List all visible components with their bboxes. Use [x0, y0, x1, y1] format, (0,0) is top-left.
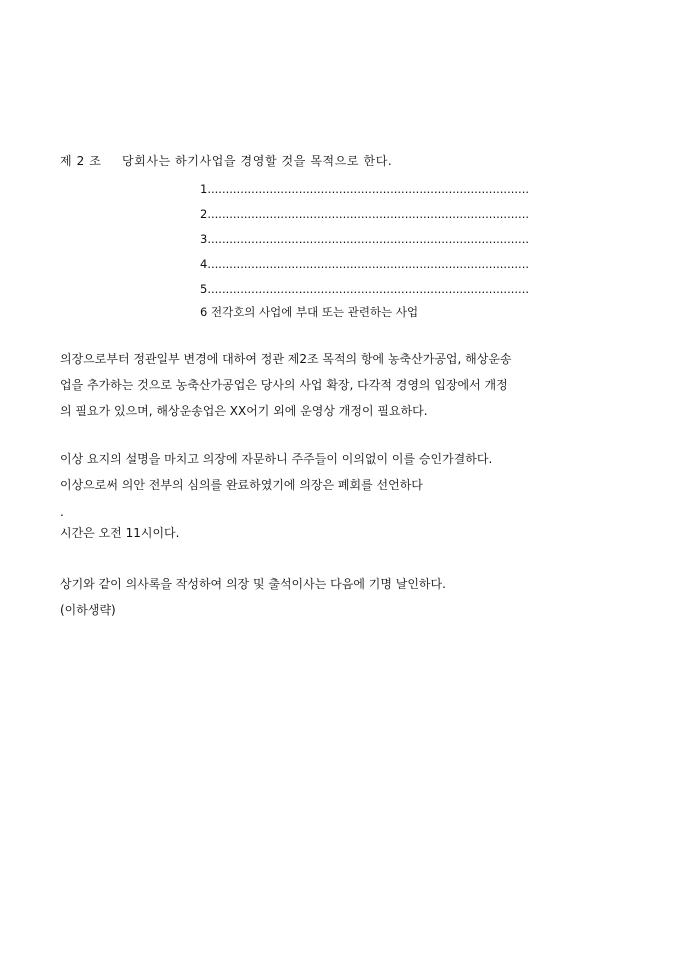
article-label: 제 2 조 — [60, 154, 102, 168]
purpose-item-4: 4........................................................................................ — [200, 257, 530, 271]
time-paragraph — [60, 520, 636, 546]
paragraph-line: 이상 요지의 설명을 마치고 의장에 자문하니 주주들이 이의없이 이를 승인가결하다. — [60, 452, 493, 466]
amendment-paragraph — [60, 346, 636, 424]
stray-dot: . — [60, 505, 64, 519]
paragraph-line: 의 필요가 있으며, 해상운송업은 XX어기 외에 운영상 개정이 필요하다. — [60, 404, 428, 418]
time-line: 시간은 오전 11시이다. — [60, 526, 180, 540]
purpose-item-1: 1........................................................................................ — [200, 182, 530, 196]
omitted-note: (이하생략) — [60, 603, 116, 617]
paragraph-line: 이상으로써 의안 전부의 심의를 완료하였기에 의장은 폐회를 선언하다 — [60, 478, 423, 492]
purpose-item-2: 2........................................................................................ — [200, 207, 530, 221]
purpose-item-6: 6 전각호의 사업에 부대 또는 관련하는 사업 — [200, 305, 419, 319]
purpose-item-5: 5........................................................................................ — [200, 282, 530, 296]
purpose-item-3: 3........................................................................................ — [200, 232, 530, 246]
paragraph-line: 업을 추가하는 것으로 농축산가공업은 당사의 사업 확장, 다각적 경영의 입장에서 개정 — [60, 378, 508, 392]
article-text: 당회사는 하기사업을 경영할 것을 목적으로 한다. — [122, 154, 393, 168]
closing-paragraph — [60, 571, 636, 623]
approval-paragraph — [60, 446, 636, 498]
article-heading — [60, 153, 392, 169]
paragraph-line: 상기와 같이 의사록을 작성하여 의장 및 출석이사는 다음에 기명 날인하다. — [60, 577, 446, 591]
paragraph-line: 의장으로부터 정관일부 변경에 대하여 정관 제2조 목적의 항에 농축산가공업, 해상운송 — [60, 352, 512, 366]
